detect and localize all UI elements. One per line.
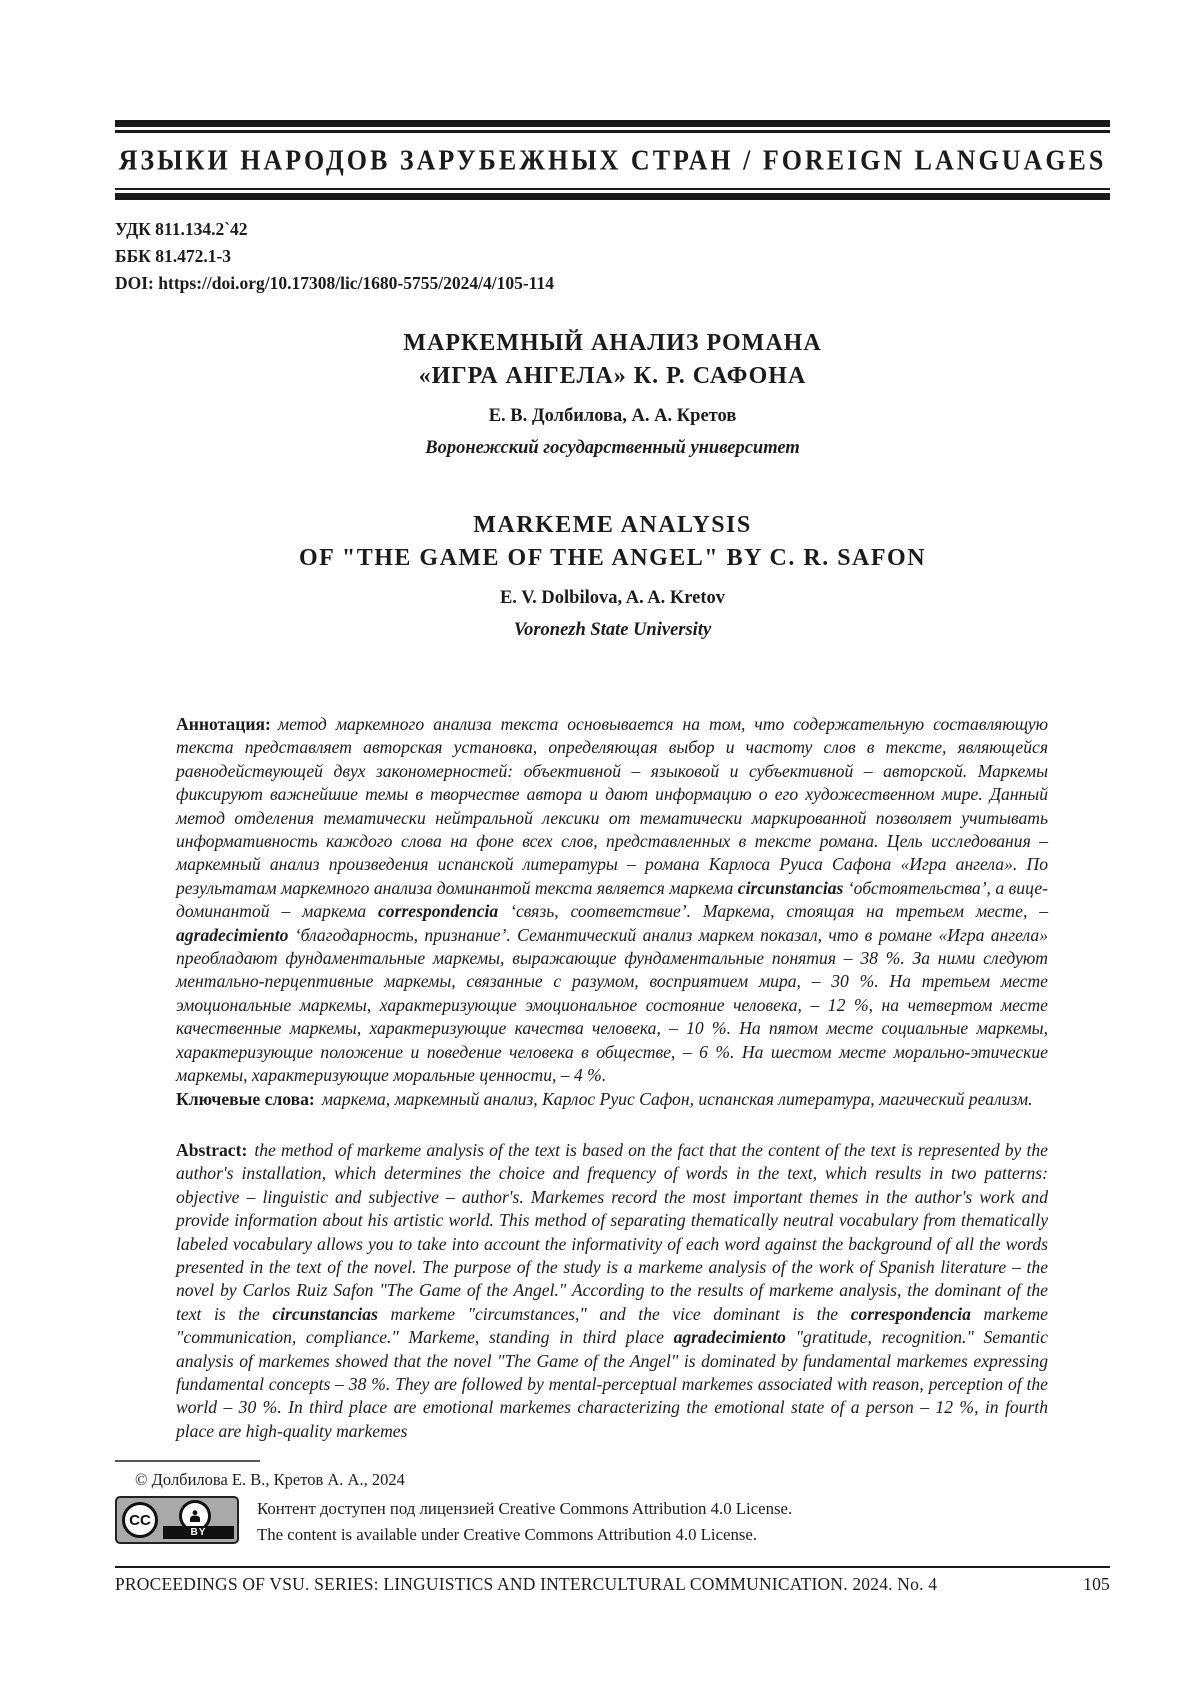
annotation-text: метод маркемного анализа текста основывается на том, что содержательную составляющую текста представляет авторская установка, определяющая выбор и частоту слов в тексте, являющейся равнодействующей двух закономерностей: объективной – языковой и субъективной – авторской. Маркемы фиксируют важнейшие темы в творчестве автора и дают информацию о его художественном мире. Данный метод отделения тематически нейтральной лексики от тематически маркированной позволяет учитывать информативность каждого слова на фоне всех слов, представленных в тексте романа. Цель исследования – маркемный анализ произведения испанской литературы – романа Карлоса Руиса Сафона «Игра ангела». По результатам маркемного анализа доминантой текста является маркема circunstancias ‘обстоятельства’, а вице-доминантой – маркема correspondencia ‘связь, соответствие’. Маркема, стоящая на третьем месте, – agradecimiento ‘благодарность, признание’. Семантический анализ маркем показал, что в романе «Игра ангела» преобладают фундаментальные маркемы, выражающие фундаментальные понятия – 38 %. За ними следуют ментально-перцептивные маркемы, связанные с разумом, восприятием мира, – 30 %. На третьем месте эмоциональные маркемы, характеризующие эмоциональное состояние человека, – 12 %, на четвертом месте качественные маркемы, характеризующие качества человека, – 10 %. На пятом месте социальные маркемы, характеризующие положение и поведение человека в обществе, – 6 %. На шестом месте морально-этические маркемы, характеризующие моральные ценности, – 4 %. <box>176 714 1049 1086</box>
cc-icon: CC <box>122 1502 158 1538</box>
bbk-line: ББК 81.472.1-3 <box>115 246 232 266</box>
article-meta <box>115 216 1110 297</box>
affiliation-english: Voronezh State University <box>513 620 712 640</box>
keywords-text: маркема, маркемный анализ, Карлос Руис Сафон, испанская литература, магический реализм. <box>321 1088 1033 1109</box>
footer-rule <box>115 1566 1110 1568</box>
keywords-paragraph <box>176 1088 1048 1111</box>
authors-russian: Е. В. Долбилова, А. А. Кретов <box>488 406 737 426</box>
footnote-rule <box>115 1460 260 1462</box>
title-russian-line2: «ИГРА АНГЕЛА» К. Р. САФОНА <box>418 363 807 389</box>
udk-line: УДК 811.134.2`42 <box>115 219 248 239</box>
affiliation-russian: Воронежский государственный университет <box>425 438 800 458</box>
license-text <box>257 1496 792 1548</box>
doi-line[interactable]: DOI: https://doi.org/10.17308/lic/1680-5755/2024/4/105-114 <box>115 273 554 293</box>
footnote-block <box>115 1460 1110 1548</box>
abstract-section <box>176 1139 1048 1443</box>
copyright-line: © Долбилова Е. В., Кретов А. А., 2024 <box>135 1470 405 1489</box>
abstract-label: Abstract: <box>176 1139 248 1160</box>
abstract-paragraph <box>176 1139 1048 1443</box>
annotation-section <box>176 713 1048 1111</box>
title-english-line2: OF "THE GAME OF THE ANGEL" BY C. R. SAFON <box>298 545 927 571</box>
page-footer <box>115 1566 1110 1595</box>
annotation-label: Аннотация: <box>176 714 271 734</box>
cc-by-badge <box>115 1496 239 1544</box>
title-english-line1: MARKEME ANALYSIS <box>473 512 752 538</box>
footer-journal-title: PROCEEDINGS OF VSU. SERIES: LINGUISTICS AND INTERCULTURAL COMMUNICATION. 2024. No. 4 <box>115 1574 938 1594</box>
title-russian <box>115 327 1110 393</box>
by-label: BY <box>163 1526 234 1539</box>
banner-rule-thick-top <box>115 120 1110 127</box>
title-english <box>115 509 1110 575</box>
banner-rule-thick-bottom <box>115 193 1110 200</box>
footer-line <box>115 1574 1110 1595</box>
annotation-paragraph <box>176 713 1048 1088</box>
title-russian-line1: МАРКЕМНЫЙ АНАЛИЗ РОМАНА <box>403 330 822 356</box>
abstract-text: the method of markeme analysis of the text is based on the fact that the content of the text is represented by the author's installation, which determines the choice and frequency of words in the text, which results in two patterns: objective – linguistic and subjective – author's. Markemes record the most important themes in the author's work and provide information about his artistic world. This method of separating thematically neutral vocabulary from thematically labeled vocabulary allows you to take into account the informativity of each word against the background of all the words presented in the text of the novel. The purpose of the study is a markeme analysis of the work of Spanish literature – the novel by Carlos Ruiz Safon "The Game of the Angel." According to the results of markeme analysis, the dominant of the text is the circunstancias markeme "circumstances," and the vice dominant is the correspondencia markeme "communication, compliance." Markeme, standing in third place agradecimiento "gratitude, recognition." Semantic analysis of markemes showed that the novel "The Game of the Angel" is dominated by fundamental markemes expressing fundamental concepts – 38 %. They are followed by mental-perceptual markemes associated with reason, perception of the world – 30 %. In third place are emotional markemes characterizing the emotional state of a person – 12 %, in fourth place are high-quality markemes <box>176 1139 1048 1441</box>
license-line-en: The content is available under Creative Commons Attribution 4.0 License. <box>257 1525 758 1544</box>
page-sheet <box>115 0 1110 1443</box>
keywords-label: Ключевые слова: <box>176 1088 315 1109</box>
license-line-ru: Контент доступен под лицензией Creative Commons Attribution 4.0 License. <box>257 1499 793 1518</box>
footer-page-number: 105 <box>1083 1574 1110 1594</box>
license-row <box>115 1496 1110 1548</box>
section-banner <box>115 120 1110 200</box>
section-title: ЯЗЫКИ НАРОДОВ ЗАРУБЕЖНЫХ СТРАН / FOREIGN LANGUAGES <box>118 144 1107 176</box>
authors-english: E. V. Dolbilova, A. A. Kretov <box>499 588 726 608</box>
